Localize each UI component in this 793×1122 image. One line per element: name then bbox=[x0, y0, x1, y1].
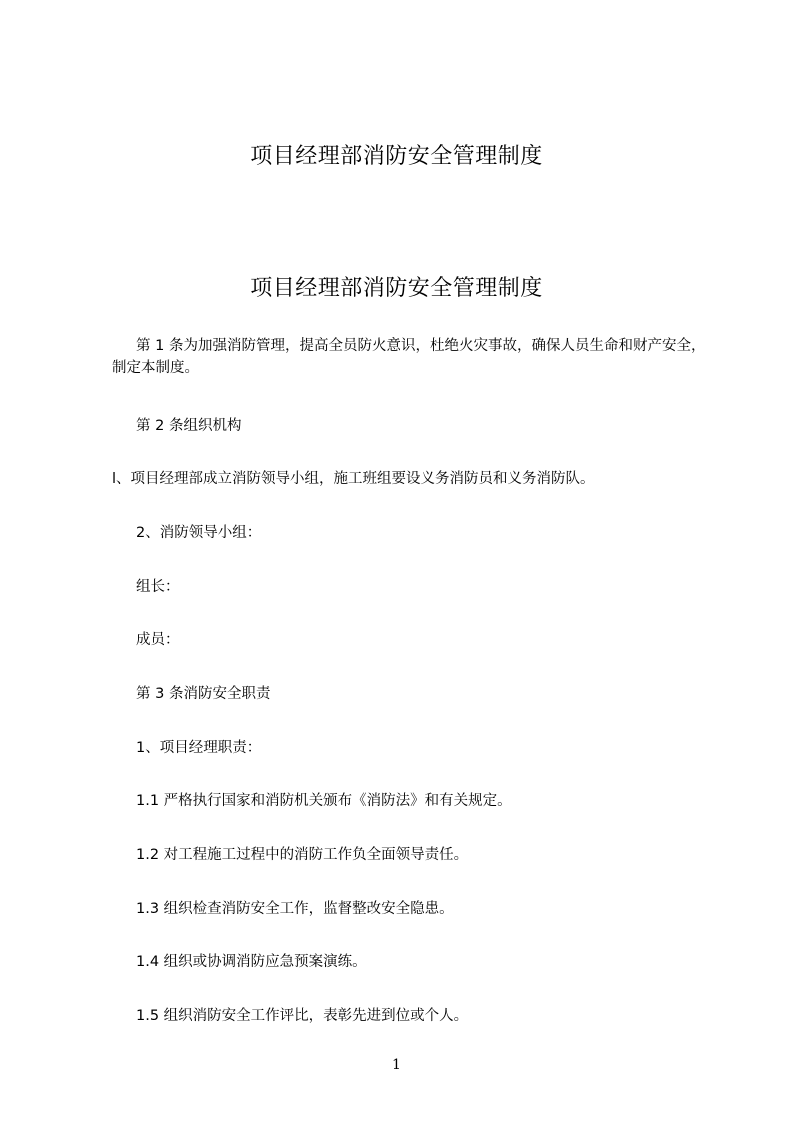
paragraph-item-1: l、项目经理部成立消防领导小组，施工班组要设义务消防员和义务消防队。 bbox=[112, 471, 595, 487]
paragraph-duty-1-2: 1.2 对工程施工过程中的消防工作负全面领导责任。 bbox=[136, 847, 469, 863]
main-title: 项目经理部消防安全管理制度 bbox=[250, 276, 543, 301]
paragraph-duty-1-4: 1.4 组织或协调消防应急预案演练。 bbox=[136, 954, 367, 970]
paragraph-article-3-heading: 第 3 条消防安全职责 bbox=[136, 686, 271, 702]
paragraph-manager-duties: 1、项目经理职责： bbox=[136, 740, 262, 756]
page-number: 1 bbox=[392, 1057, 401, 1073]
paragraph-group-leader: 组长： bbox=[136, 579, 180, 595]
cover-title: 项目经理部消防安全管理制度 bbox=[250, 144, 543, 169]
paragraph-item-2: 2、消防领导小组： bbox=[136, 525, 262, 541]
paragraph-article-2-heading: 第 2 条组织机构 bbox=[136, 418, 242, 434]
paragraph-members: 成员： bbox=[136, 632, 180, 648]
paragraph-duty-1-1: 1.1 严格执行国家和消防机关颁布《消防法》和有关规定。 bbox=[136, 793, 512, 809]
paragraph-duty-1-3: 1.3 组织检查消防安全工作，监督整改安全隐患。 bbox=[136, 901, 454, 917]
paragraph-duty-1-5: 1.5 组织消防安全工作评比，表彰先进到位或个人。 bbox=[136, 1008, 469, 1024]
paragraph-article-1: 第 1 条为加强消防管理，提高全员防火意识，杜绝火灾事故，确保人员生命和财产安全，制定本制度。 bbox=[112, 338, 706, 376]
